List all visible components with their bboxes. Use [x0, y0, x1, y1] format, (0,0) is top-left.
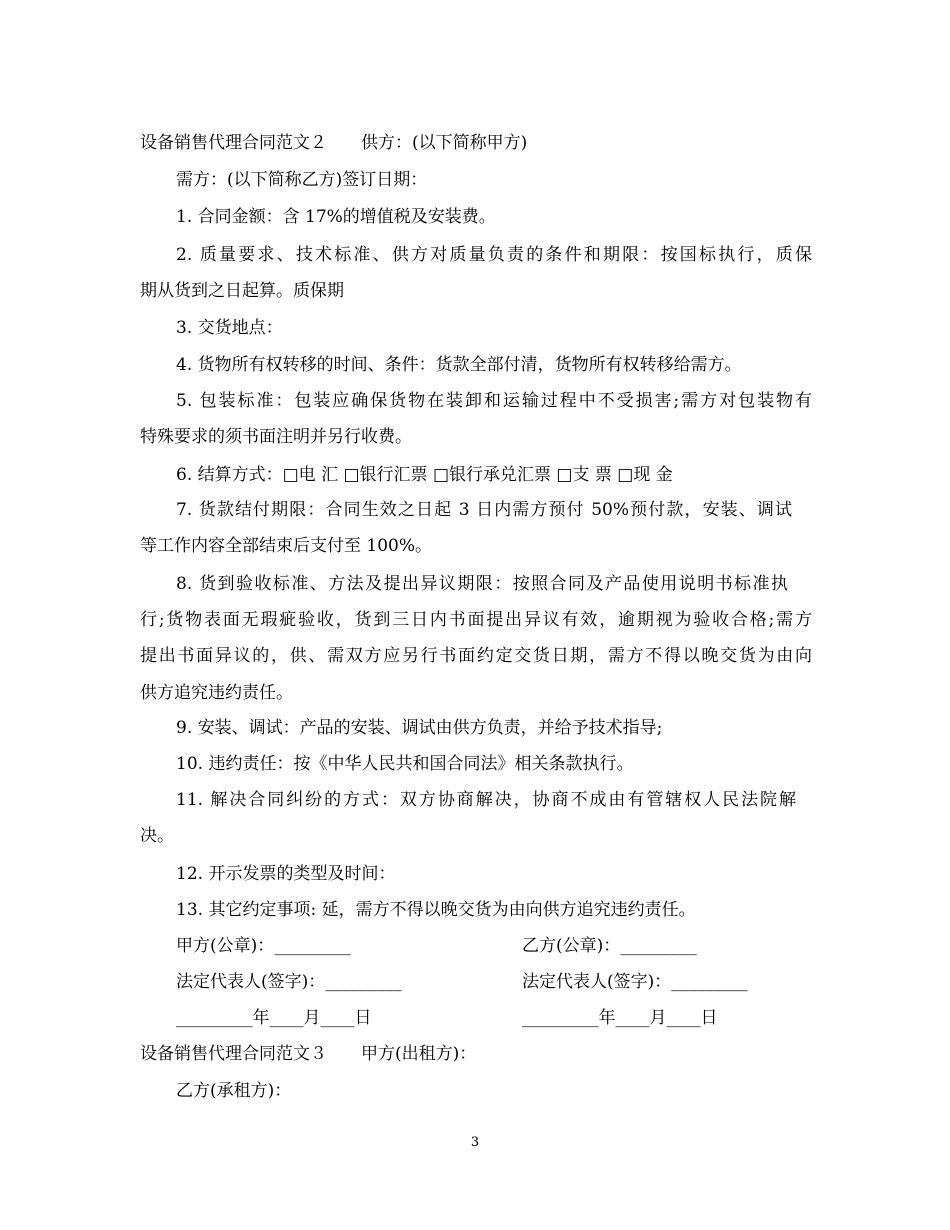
clause-8-line-2: 行;货物表面无瑕疵验收，货到三日内书面提出异议有效，逾期视为验收合格;需方	[140, 610, 812, 630]
clause-5-line-2: 特殊要求的须书面注明并另行收费。	[140, 427, 412, 447]
clause-10: 10. 违约责任：按《中华人民共和国合同法》相关条款执行。	[176, 754, 634, 774]
party-b-seal: 乙方(公章)：_________	[522, 936, 697, 956]
party-b-date: _________年____月____日	[522, 1008, 718, 1028]
clause-13: 13. 其它约定事项: 延，需方不得以晚交货为由向供方追究违约责任。	[176, 900, 696, 920]
clause-12: 12. 开示发票的类型及时间：	[176, 864, 396, 884]
party-b-representative: 法定代表人(签字)：_________	[522, 972, 748, 992]
party-a-date: _________年____月____日	[176, 1008, 372, 1028]
clause-6: 6. 结算方式：□电 汇 □银行汇票 □银行承兑汇票 □支 票 □现 金	[176, 465, 673, 485]
clause-8-line-1: 8. 货到验收标准、方法及提出异议期限：按照合同及产品使用说明书标准执	[176, 574, 788, 594]
lessor-label: 甲方(出租方)：	[361, 1044, 477, 1064]
heading-contract-3	[140, 1042, 476, 1066]
clause-2-line-1: 2. 质量要求、技术标准、供方对质量负责的条件和期限：按国标执行，质保	[176, 245, 812, 265]
lessee-label: 乙方(承租方)：	[176, 1081, 292, 1101]
clause-7-line-1: 7. 货款结付期限：合同生效之日起 3 日内需方预付 50%预付款，安装、调试	[176, 500, 792, 520]
clause-4: 4. 货物所有权转移的时间、条件：货款全部付清，货物所有权转移给需方。	[176, 355, 742, 375]
clause-11-line-2: 决。	[140, 826, 174, 846]
clause-3: 3. 交货地点：	[176, 318, 283, 338]
party-a-seal: 甲方(公章)：_________	[176, 936, 351, 956]
clause-9: 9. 安装、调试：产品的安装、调试由供方负责，并给予技术指导;	[176, 718, 663, 738]
heading-contract-2	[140, 131, 527, 155]
clause-5-line-1: 5. 包装标准：包装应确保货物在装卸和运输过程中不受损害;需方对包装物有	[176, 391, 812, 411]
clause-8-line-4: 供方追究违约责任。	[140, 683, 293, 703]
contract-title-3: 设备销售代理合同范文３	[140, 1044, 327, 1064]
clause-11-line-1: 11. 解决合同纠纷的方式：双方协商解决，协商不成由有管辖权人民法院解	[176, 790, 796, 810]
buyer-line: 需方：(以下简称乙方)签订日期：	[176, 170, 428, 190]
clause-7-line-2: 等工作内容全部结束后支付至 100%。	[140, 536, 433, 556]
party-a-representative: 法定代表人(签字)：_________	[176, 972, 402, 992]
contract-title: 设备销售代理合同范文２	[140, 133, 327, 153]
supplier-label: 供方：(以下简称甲方)	[361, 133, 528, 153]
clause-8-line-3: 提出书面异议的，供、需双方应另行书面约定交货日期，需方不得以晚交货为由向	[140, 646, 812, 666]
clause-1: 1. 合同金额：含 17%的增值税及安装费。	[176, 207, 496, 227]
clause-2-line-2: 期从货到之日起算。质保期	[140, 281, 344, 301]
page-number: 3	[470, 1135, 480, 1150]
